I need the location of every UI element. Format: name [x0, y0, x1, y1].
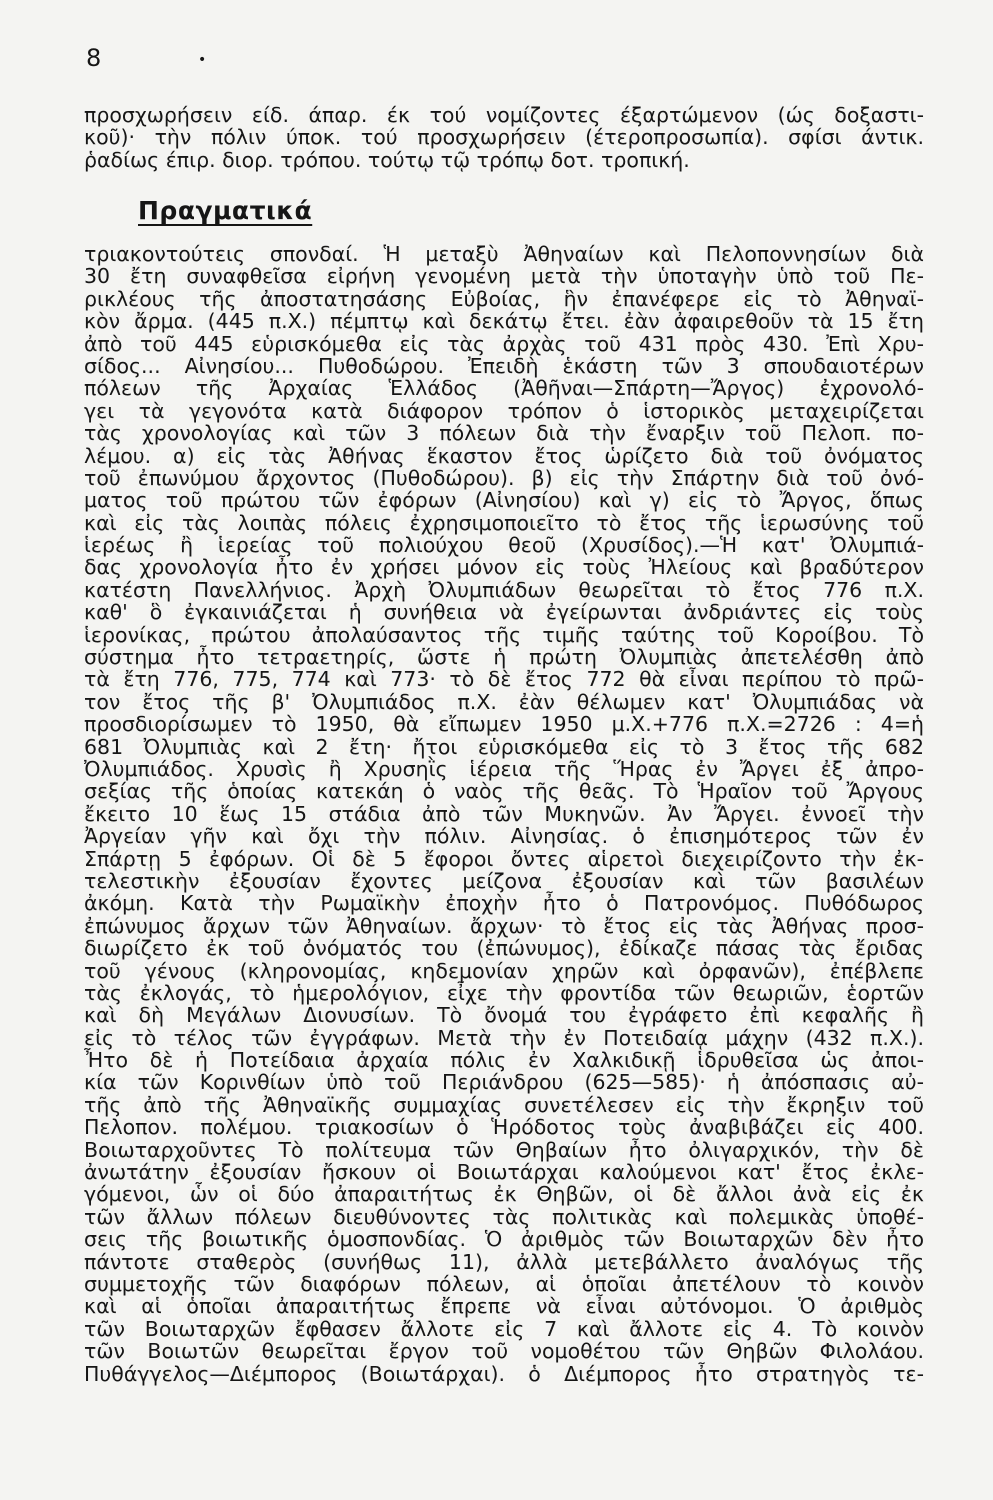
- text-line: γόμενοι, ὧν οἱ δύο ἀπαραιτήτως ἐκ Θηβῶν, οἱ δὲ ἄλλοι ἀνὰ εἰς ἐκ: [84, 1182, 924, 1207]
- text-line: ρικλέους τῆς ἀποστατησάσης Εὐβοίας, ἣν ἐπανέφερε εἰς τὸ Ἀθηναϊ-: [84, 286, 924, 311]
- text-line: τῶν Βοιωταρχῶν ἔφθασεν ἄλλοτε εἰς 7 καὶ ἄλλοτε εἰς 4. Τὸ κοινὸν: [84, 1316, 924, 1341]
- text-line: Σπάρτῃ 5 ἐφόρων. Οἱ δὲ 5 ἔφοροι ὄντες αἱρετοὶ διεχειρίζοντο τὴν ἐκ-: [84, 846, 924, 871]
- text-line: εἰς τὸ τέλος τῶν ἐγγράφων. Μετὰ τὴν ἐν Ποτειδαίᾳ μάχην (432 π.Χ.).: [84, 1025, 924, 1050]
- text-line: καὶ δὴ Μεγάλων Διονυσίων. Τὸ ὄνομά του ἐγράφετο ἐπὶ κεφαλῆς ἢ: [84, 1003, 924, 1028]
- page-number: 8: [86, 44, 102, 72]
- text-line: Βοιωταρχοῦντες Τὸ πολίτευμα τῶν Θηβαίων ἦτο ὀλιγαρχικόν, τὴν δὲ: [84, 1137, 924, 1162]
- text-line: κία τῶν Κορινθίων ὑπὸ τοῦ Περιάνδρου (625—585)· ἡ ἀπόσπασις αὐ-: [84, 1070, 924, 1095]
- text-line: τὰς ἐκλογάς, τὸ ἡμερολόγιον, εἶχε τὴν φροντίδα τῶν θεωριῶν, ἑορτῶν: [84, 980, 924, 1005]
- text-line: κατέστη Πανελλήνιος. Ἀρχὴ Ὀλυμπιάδων θεωρεῖται τὸ ἔτος 776 π.Χ.: [84, 577, 924, 602]
- text-line: Ὀλυμπιάδος. Χρυσὶς ἢ Χρυσηῒς ἱέρεια τῆς Ἥρας ἐν Ἄργει ἐξ ἀπρο-: [84, 756, 924, 781]
- text-line: σίδος... Αἰνησίου... Πυθοδώρου. Ἐπειδὴ ἑκάστη τῶν 3 σπουδαιοτέρων: [84, 353, 924, 378]
- text-line: σεις τῆς βοιωτικῆς ὁμοσπονδίας. Ὁ ἀριθμὸς τῶν Βοιωταρχῶν δὲν ἦτο: [84, 1227, 924, 1252]
- text-line: τῆς ἀπὸ τῆς Ἀθηναϊκῆς συμμαχίας συνετέλεσεν εἰς τὴν ἔκρηξιν τοῦ: [84, 1092, 924, 1117]
- text-line: ῥαδίως έπιρ. διορ. τρόπου. τούτῳ τῷ τρόπῳ δοτ. τροπική.: [84, 147, 690, 172]
- text-line: δας χρονολογία ἦτο ἐν χρήσει μόνον εἰς τοὺς Ἠλείους καὶ βραδύτερον: [84, 555, 924, 580]
- text-line: Πελοπον. πολέμου. τριακοσίων ὁ Ἡρόδοτος τοὺς ἀναβιβάζει εἰς 400.: [84, 1115, 924, 1140]
- text-line: ἱερέως ἢ ἱερείας τοῦ πολιούχου θεοῦ (Χρυσίδος).—Ἡ κατ' Ὀλυμπιά-: [84, 533, 924, 558]
- text-line: ματος τοῦ πρώτου τῶν ἐφόρων (Αἰνησίου) καὶ γ) εἰς τὸ Ἄργος, ὅπως: [84, 488, 924, 513]
- text-line: καὶ εἰς τὰς λοιπὰς πόλεις ἐχρησιμοποιεῖτο τὸ ἔτος τῆς ἱερωσύνης τοῦ: [84, 510, 924, 535]
- text-line: τὰ ἔτη 776, 775, 774 καὶ 773· τὸ δὲ ἔτος 772 θὰ εἶναι περίπου τὸ πρῶ-: [84, 667, 924, 692]
- text-line: Πυθάγγελος—Διέμπορος (Βοιωτάρχαι). ὁ Διέμπορος ἦτο στρατηγὸς τε-: [84, 1361, 924, 1386]
- text-line: τριακοντούτεις σπονδαί. Ἡ μεταξὺ Ἀθηναίων καὶ Πελοποννησίων διὰ: [84, 242, 924, 266]
- text-line: τον ἔτος τῆς β' Ὀλυμπιάδος π.Χ. ἐὰν θέλωμεν κατ' Ὀλυμπιάδας νὰ: [84, 689, 924, 714]
- text-line: τῶν ἄλλων πόλεων διευθύνοντες τὰς πολιτικὰς καὶ πολεμικὰς ὑποθέ-: [84, 1204, 924, 1229]
- text-line: πάντοτε σταθερὸς (συνήθως 11), ἀλλὰ μετεβάλλετο ἀναλόγως τῆς: [84, 1249, 924, 1274]
- text-line: τελεστικὴν ἐξουσίαν ἔχοντες μείζονα ἐξουσίαν καὶ τῶν βασιλέων: [84, 868, 924, 893]
- text-line: διωρίζετο ἐκ τοῦ ὀνόματός του (ἐπώνυμος), ἐδίκαζε πάσας τὰς ἔριδας: [84, 936, 924, 961]
- text-line: καθ' ὃ ἐγκαινιάζεται ἡ συνήθεια νὰ ἐγείρωνται ἀνδριάντες εἰς τοὺς: [84, 600, 924, 625]
- text-line: καὶ αἱ ὁποῖαι ἀπαραιτήτως ἔπρεπε νὰ εἶναι αὐτόνομοι. Ὁ ἀριθμὸς: [84, 1294, 924, 1319]
- text-line: τοῦ ἐπωνύμου ἄρχοντος (Πυθοδώρου). β) εἰς τὴν Σπάρτην διὰ τοῦ ὀνό-: [84, 465, 924, 490]
- text-line: ἀνωτάτην ἐξουσίαν ἤσκουν οἱ Βοιωτάρχαι καλούμενοι κατ' ἔτος ἐκλε-: [84, 1160, 924, 1185]
- text-line: 681 Ὀλυμπιὰς καὶ 2 ἔτη· ἤτοι εὑρισκόμεθα εἰς τὸ 3 ἔτος τῆς 682: [84, 734, 924, 759]
- text-line: σύστημα ἦτο τετραετηρίς, ὥστε ἡ πρώτη Ὀλυμπιὰς ἀπετελέσθη ἀπὸ: [84, 645, 924, 670]
- page-mark: •: [198, 52, 207, 68]
- section-heading: Πραγματικά: [138, 196, 313, 225]
- intro-paragraph: [84, 104, 924, 171]
- text-line: Ἦτο δὲ ἡ Ποτείδαια ἀρχαία πόλις ἐν Χαλκιδικῇ ἱδρυθεῖσα ὡς ἀποι-: [84, 1048, 924, 1073]
- body-paragraph: [84, 243, 924, 1385]
- text-line: ἐπώνυμος ἄρχων τῶν Ἀθηναίων. ἄρχων· τὸ ἔτος εἰς τὰς Ἀθήνας προσ-: [84, 913, 924, 938]
- text-line: κὸν ἄρμα. (445 π.Χ.) πέμπτῳ καὶ δεκάτῳ ἔτει. ἐὰν ἀφαιρεθοῦν τὰ 15 ἔτη: [84, 309, 924, 334]
- text-line: πόλεων τῆς Ἀρχαίας Ἑλλάδος (Ἀθῆναι—Σπάρτη—Ἄργος) ἐχρονολό-: [84, 376, 924, 401]
- text-line: τὰς χρονολογίας καὶ τῶν 3 πόλεων διὰ τὴν ἔναρξιν τοῦ Πελοπ. πο-: [84, 421, 924, 446]
- text-line: ἀπὸ τοῦ 445 εὑρισκόμεθα εἰς τὰς ἀρχὰς τοῦ 431 πρὸς 430. Ἐπὶ Χρυ-: [84, 331, 924, 356]
- text-line: ἔκειτο 10 ἕως 15 στάδια ἀπὸ τῶν Μυκηνῶν. Ἀν Ἄργει. ἐννοεῖ τὴν: [84, 801, 924, 826]
- text-line: ἀκόμη. Κατὰ τὴν Ρωμαϊκὴν ἐποχὴν ἦτο ὁ Πατρονόμος. Πυθόδωρος: [84, 891, 924, 916]
- text-line: τοῦ γένους (κληρονομίας, κηδεμονίαν χηρῶν καὶ ὀρφανῶν), ἐπέβλεπε: [84, 958, 924, 983]
- text-line: Ἀργείαν γῆν καὶ ὄχι τὴν πόλιν. Αἰνησίας. ὁ ἐπισημότερος τῶν ἐν: [84, 824, 924, 849]
- text-line: ἱερονίκας, πρώτου ἀπολαύσαντος τῆς τιμῆς ταύτης τοῦ Κοροίβου. Τὸ: [84, 622, 924, 647]
- text-line: συμμετοχῆς τῶν διαφόρων πόλεων, αἱ ὁποῖαι ἀπετέλουν τὸ κοινὸν: [84, 1271, 924, 1296]
- text-line: προσδιορίσωμεν τὸ 1950, θὰ εἴπωμεν 1950 μ.Χ.+776 π.Χ.=2726 : 4=ἡ: [84, 712, 924, 737]
- text-line: κοῦ)· τὴν πόλιν ύποκ. τού προσχωρήσειν (έτεροπροσωπία). σφίσι άντικ.: [84, 125, 924, 150]
- text-line: 30 ἔτη συναφθεῖσα εἰρήνη γενομένη μετὰ τὴν ὑποταγὴν ὑπὸ τοῦ Πε-: [84, 264, 924, 289]
- text-line: προσχωρήσειν είδ. άπαρ. έκ τού νομίζοντες έξαρτώμενον (ώς δοξαστι-: [84, 103, 924, 127]
- text-line: τῶν Βοιωτῶν θεωρεῖται ἔργον τοῦ νομοθέτου τῶν Θηβῶν Φιλολάου.: [84, 1339, 924, 1364]
- text-line: σεξίας τῆς ὁποίας κατεκάη ὁ ναὸς τῆς θεᾶς. Τὸ Ἡραῖον τοῦ Ἄργους: [84, 779, 924, 804]
- text-line: λέμου. α) εἰς τὰς Ἀθήνας ἕκαστον ἔτος ὡρίζετο διὰ τοῦ ὀνόματος: [84, 443, 924, 468]
- text-line: γει τὰ γεγονότα κατὰ διάφορον τρόπον ὁ ἱστορικὸς μεταχειρίζεται: [84, 398, 924, 423]
